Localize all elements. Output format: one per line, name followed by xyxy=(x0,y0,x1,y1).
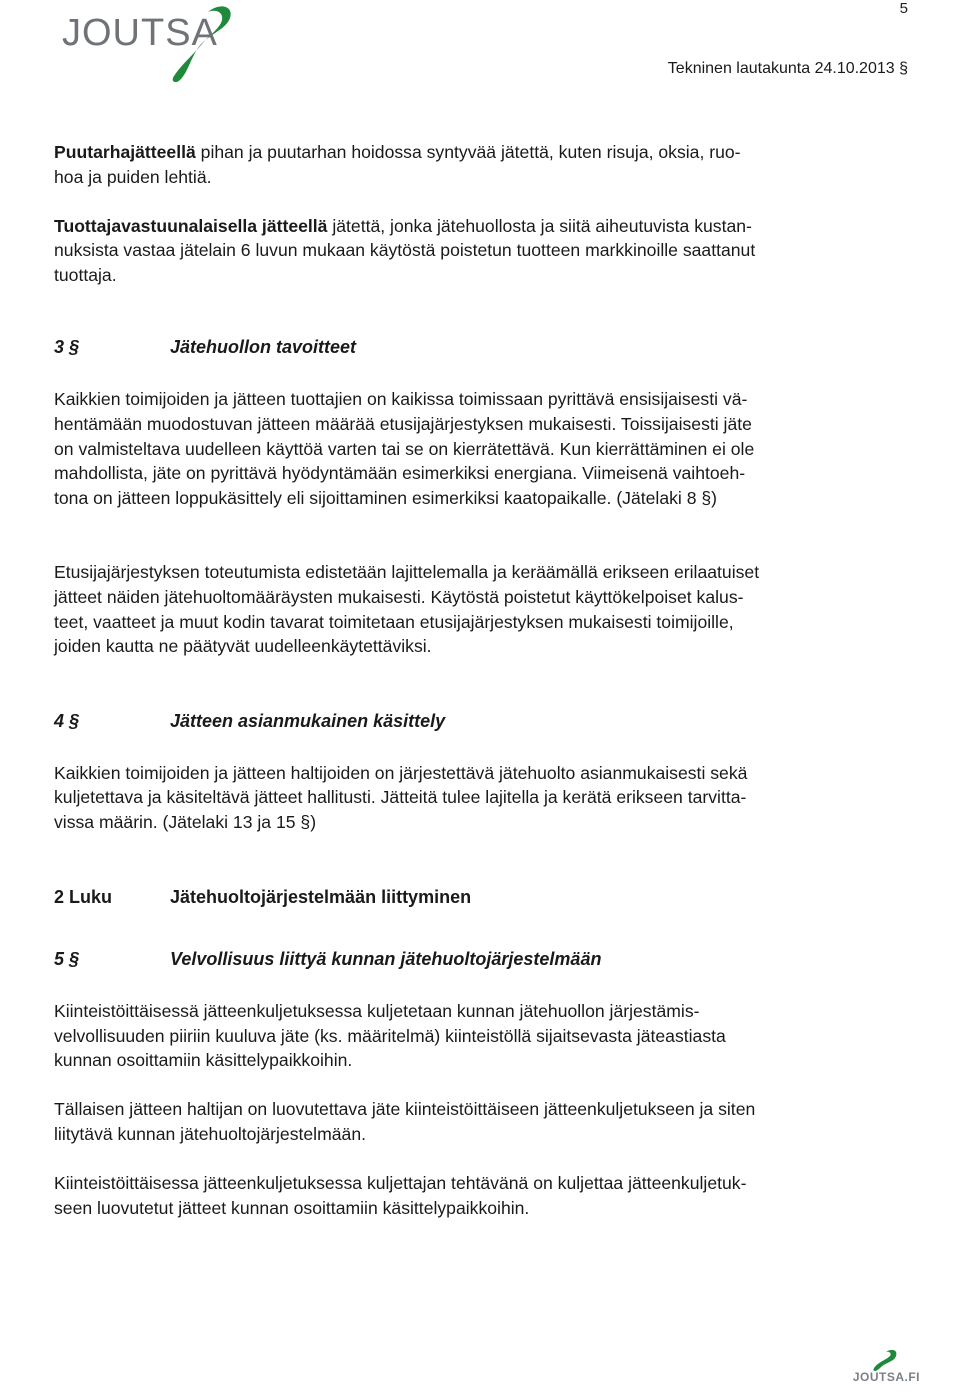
footer-logo-text: JOUTSA.FI xyxy=(852,1370,920,1384)
paragraph-text: liitytävä kunnan jätehuoltojärjestelmään. xyxy=(54,1124,366,1145)
paragraph-text: Kiinteistöittäisessä jätteenkuljetuksessa kuljetetaan kunnan jätehuollon järjestämis- xyxy=(54,1001,700,1022)
paragraph-text: kunnan osoittamiin käsittelypaikkoihin. xyxy=(54,1050,353,1071)
paragraph-text: kuljetettava ja käsiteltävä jätteet hallitusti. Jätteitä tulee lajitella ja kerätä erikseen tarvitta- xyxy=(54,787,747,808)
paragraph-text: Kaikkien toimijoiden ja jätteen tuottajien on kaikissa toimissaan pyrittävä ensisijaisesti vä- xyxy=(54,389,748,410)
term-garden-waste: Puutarhajätteellä xyxy=(54,142,196,162)
section-title: Jätehuollon tavoitteet xyxy=(170,337,357,358)
paragraph-text: hoa ja puiden lehtiä. xyxy=(54,166,212,187)
paragraph-garden-waste xyxy=(54,140,906,189)
chapter-title: Jätehuoltojärjestelmään liittyminen xyxy=(170,886,472,907)
paragraph-proper-handling xyxy=(54,761,906,835)
paragraph-text: vissa määrin. (Jätelaki 13 ja 15 §) xyxy=(54,812,317,832)
section-title: Velvollisuus liittyä kunnan jätehuoltojärjestelmään xyxy=(170,949,602,970)
chapter-number: 2 Luku xyxy=(54,886,113,907)
paragraph-driver-duty xyxy=(54,1171,906,1220)
paragraph-text: jätteet näiden jätehuoltomääräysten mukaisesti. Käytöstä poistetut käyttökelpoiset kalus- xyxy=(54,587,744,608)
paragraph-text: tuottaja. xyxy=(54,264,117,285)
paragraph-property-transport xyxy=(54,999,906,1073)
section-number: 5 § xyxy=(54,949,80,970)
paragraph-waste-holder xyxy=(54,1097,906,1146)
paragraph-priority-order xyxy=(54,560,906,658)
paragraph-text: pihan ja puutarhan hoidossa syntyvää jätettä, kuten risuja, oksia, ruo- xyxy=(195,142,741,162)
page-number: 5 xyxy=(899,0,908,17)
paragraph-text: on valmisteltava uudelleen käyttöä varten tai se on kierrätettävä. Kun kierrättäminen ei ole xyxy=(54,438,755,459)
paragraph-text: jätettä, jonka jätehuollosta ja siitä aiheutuvista kustan- xyxy=(327,215,752,236)
paragraph-text: Kiinteistöittäisessa jätteenkuljetuksessa kuljettajan tehtävänä on kuljettaa jätteenkuljetuk- xyxy=(54,1173,747,1194)
document-body xyxy=(54,140,906,1245)
section-number: 4 § xyxy=(54,710,80,731)
paragraph-text: tona on jätteen loppukäsittely eli sijoittaminen esimerkiksi kaatopaikalle. (Jätelaki 8 §) xyxy=(54,487,718,508)
term-producer-responsibility: Tuottajavastuunalaisella jätteellä xyxy=(54,215,328,236)
paragraph-waste-goals xyxy=(54,387,906,510)
section-number: 3 § xyxy=(54,337,80,358)
paragraph-text: Tällaisen jätteen haltijan on luovutettava jäte kiinteistöittäiseen jätteenkuljetukseen ja siten xyxy=(54,1099,756,1120)
paragraph-text: seen luovutetut jätteet kunnan osoittamiin käsittelypaikkoihin. xyxy=(54,1197,530,1218)
paragraph-text: Etusijajärjestyksen toteutumista edistetään lajittelemalla ja keräämällä erikseen erilaatuiset xyxy=(54,562,760,583)
logo-wordmark: JOUTSA xyxy=(62,12,218,54)
paragraph-text: mahdollista, jäte on pyrittävä hyödyntämään esimerkiksi energiana. Viimeisenä vaihtoeh- xyxy=(54,463,746,484)
section-4-heading xyxy=(54,709,906,733)
paragraph-text: velvollisuuden piiriin kuuluva jäte (ks. määritelmä) kiinteistöllä sijaitsevasta jäteastiasta xyxy=(54,1025,726,1046)
paragraph-text: hentämään muodostuvan jätteen määrää etusijajärjestyksen mukaisesti. Toissijaisesti jäte xyxy=(54,414,752,435)
paragraph-text: nuksista vastaa jätelain 6 luvun mukaan käytöstä poistetun tuotteen markkinoille saattanut xyxy=(54,240,756,261)
paragraph-producer-responsibility xyxy=(54,214,906,288)
meeting-info: Tekninen lautakunta 24.10.2013 § xyxy=(667,60,908,77)
joutsa-logo xyxy=(58,0,248,90)
paragraph-text: teet, vaatteet ja muut kodin tavarat toimitetaan etusijajärjestyksen mukaisesti toimijoille, xyxy=(54,611,734,632)
section-title: Jätteen asianmukainen käsittely xyxy=(170,710,446,731)
section-5-heading xyxy=(54,947,906,971)
paragraph-text: joiden kautta ne päätyvät uudelleenkäytettäviksi. xyxy=(54,636,432,657)
chapter-2-heading xyxy=(54,885,906,910)
paragraph-text: Kaikkien toimijoiden ja jätteen haltijoiden on järjestettävä jätehuolto asianmukaisesti sekä xyxy=(54,762,748,783)
section-3-heading xyxy=(54,335,906,359)
